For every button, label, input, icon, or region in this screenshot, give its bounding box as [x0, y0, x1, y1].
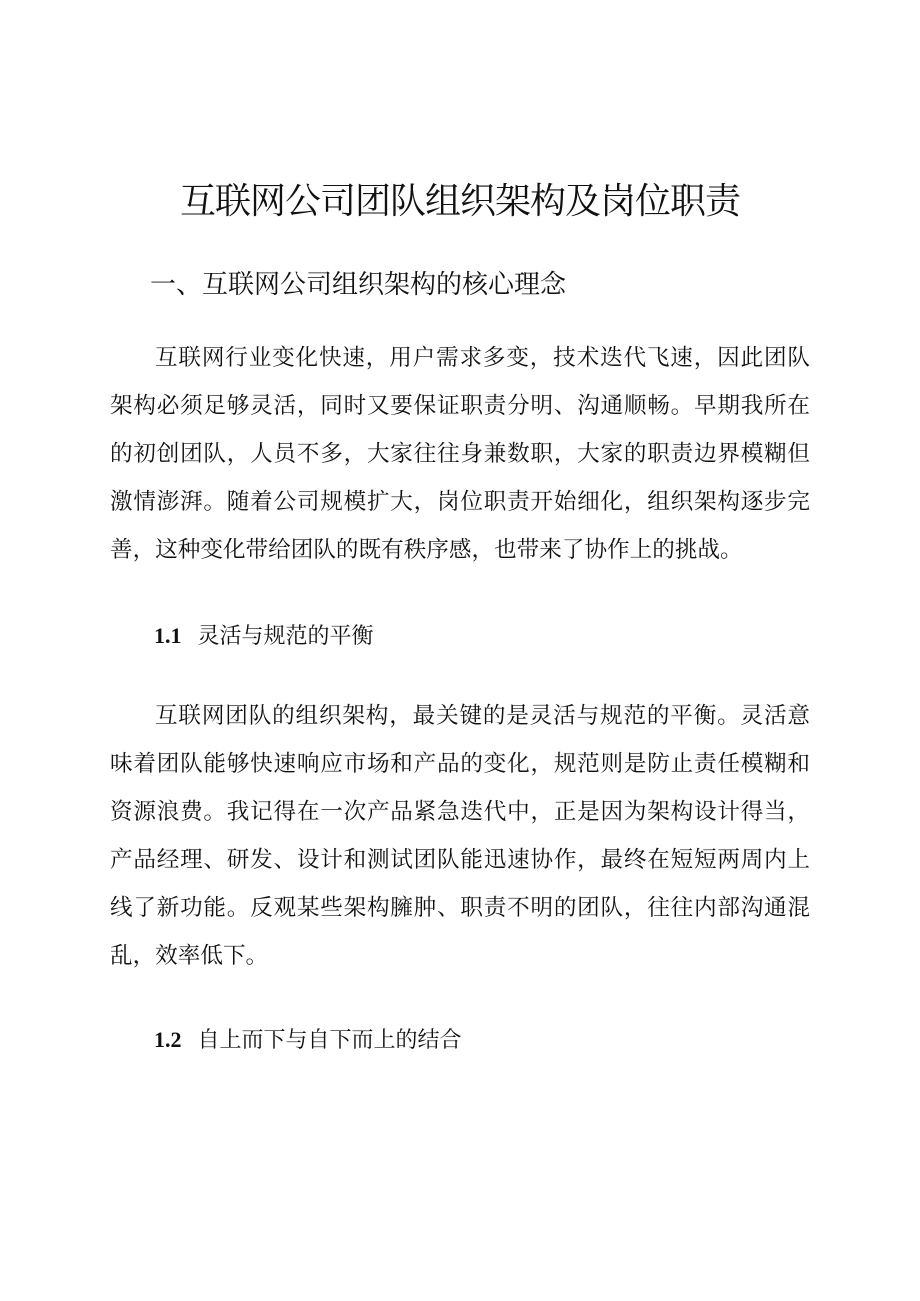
subsection-1-1-paragraph: 互联网团队的组织架构，最关键的是灵活与规范的平衡。灵活意味着团队能够快速响应市场和产品的变化，规范则是防止责任模糊和资源浪费。我记得在一次产品紧急迭代中，正是因为架构设计得当，产品经理、研发、设计和测试团队能迅速协作，最终在短短两周内上线了新功能。反观某些架构臃肿、职责不明的团队，往往内部沟通混乱，效率低下。: [110, 703, 810, 969]
section-heading: 一、互联网公司组织架构的核心理念: [150, 270, 567, 300]
subsection-heading-1-2: [154, 1022, 462, 1059]
section-intro-paragraph: 互联网行业变化快速，用户需求多变，技术迭代飞速，因此团队架构必须足够灵活，同时又要保证职责分明、沟通顺畅。早期我所在的初创团队，人员不多，大家往往身兼数职，大家的职责边界模糊但激情澎湃。随着公司规模扩大，岗位职责开始细化，组织架构逐步完善，这种变化带给团队的既有秩序感，也带来了协作上的挑战。: [110, 345, 810, 563]
subsection-title: 灵活与规范的平衡: [197, 624, 374, 649]
subsection-number: 1.2: [154, 1027, 182, 1052]
subsection-title: 自上而下与自下而上的结合: [197, 1028, 462, 1053]
subsection-heading-1-1: [154, 618, 374, 655]
document-title: 互联网公司团队组织架构及岗位职责: [179, 181, 740, 222]
subsection-number: 1.1: [154, 623, 182, 648]
